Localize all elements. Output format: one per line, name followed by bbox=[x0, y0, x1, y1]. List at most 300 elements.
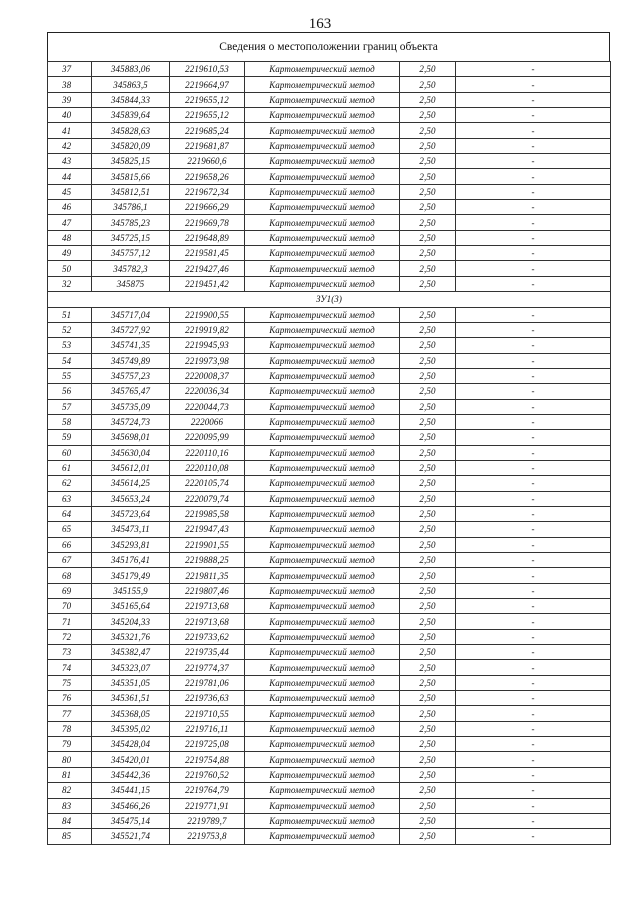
x-coordinate-cell: 345735,09 bbox=[92, 399, 170, 414]
method-cell: Картометрический метод bbox=[245, 829, 400, 844]
description-cell: - bbox=[456, 261, 611, 276]
description-cell: - bbox=[456, 307, 611, 322]
accuracy-cell: 2,50 bbox=[400, 629, 456, 644]
description-cell: - bbox=[456, 675, 611, 690]
method-cell: Картометрический метод bbox=[245, 154, 400, 169]
point-number-cell: 68 bbox=[48, 568, 92, 583]
accuracy-cell: 2,50 bbox=[400, 399, 456, 414]
accuracy-cell: 2,50 bbox=[400, 783, 456, 798]
method-cell: Картометрический метод bbox=[245, 553, 400, 568]
point-number-cell: 70 bbox=[48, 599, 92, 614]
accuracy-cell: 2,50 bbox=[400, 353, 456, 368]
point-number-cell: 77 bbox=[48, 706, 92, 721]
table-row bbox=[48, 261, 611, 276]
method-cell: Картометрический метод bbox=[245, 108, 400, 123]
table-row bbox=[48, 675, 611, 690]
x-coordinate-cell: 345614,25 bbox=[92, 476, 170, 491]
description-cell: - bbox=[456, 138, 611, 153]
description-cell: - bbox=[456, 353, 611, 368]
table-row bbox=[48, 169, 611, 184]
description-cell: - bbox=[456, 553, 611, 568]
accuracy-cell: 2,50 bbox=[400, 798, 456, 813]
accuracy-cell: 2,50 bbox=[400, 368, 456, 383]
point-number-cell: 69 bbox=[48, 583, 92, 598]
description-cell: - bbox=[456, 599, 611, 614]
point-number-cell: 56 bbox=[48, 384, 92, 399]
method-cell: Картометрический метод bbox=[245, 691, 400, 706]
accuracy-cell: 2,50 bbox=[400, 108, 456, 123]
description-cell: - bbox=[456, 215, 611, 230]
coordinates-sheet bbox=[47, 32, 610, 845]
accuracy-cell: 2,50 bbox=[400, 599, 456, 614]
y-coordinate-cell: 2220079,74 bbox=[170, 491, 245, 506]
x-coordinate-cell: 345442,36 bbox=[92, 767, 170, 782]
accuracy-cell: 2,50 bbox=[400, 200, 456, 215]
x-coordinate-cell: 345825,15 bbox=[92, 154, 170, 169]
point-number-cell: 83 bbox=[48, 798, 92, 813]
x-coordinate-cell: 345466,26 bbox=[92, 798, 170, 813]
table-row bbox=[48, 599, 611, 614]
accuracy-cell: 2,50 bbox=[400, 675, 456, 690]
x-coordinate-cell: 345165,64 bbox=[92, 599, 170, 614]
y-coordinate-cell: 2219753,8 bbox=[170, 829, 245, 844]
table-row bbox=[48, 77, 611, 92]
y-coordinate-cell: 2219811,35 bbox=[170, 568, 245, 583]
point-number-cell: 55 bbox=[48, 368, 92, 383]
x-coordinate-cell: 345612,01 bbox=[92, 460, 170, 475]
point-number-cell: 43 bbox=[48, 154, 92, 169]
method-cell: Картометрический метод bbox=[245, 384, 400, 399]
y-coordinate-cell: 2219789,7 bbox=[170, 813, 245, 828]
y-coordinate-cell: 2220110,16 bbox=[170, 445, 245, 460]
table-row bbox=[48, 706, 611, 721]
x-coordinate-cell: 345725,15 bbox=[92, 230, 170, 245]
description-cell: - bbox=[456, 368, 611, 383]
y-coordinate-cell: 2219888,25 bbox=[170, 553, 245, 568]
y-coordinate-cell: 2219716,11 bbox=[170, 721, 245, 736]
point-number-cell: 71 bbox=[48, 614, 92, 629]
y-coordinate-cell: 2219666,29 bbox=[170, 200, 245, 215]
table-row bbox=[48, 752, 611, 767]
accuracy-cell: 2,50 bbox=[400, 430, 456, 445]
description-cell: - bbox=[456, 476, 611, 491]
point-number-cell: 74 bbox=[48, 660, 92, 675]
table-row bbox=[48, 568, 611, 583]
method-cell: Картометрический метод bbox=[245, 230, 400, 245]
accuracy-cell: 2,50 bbox=[400, 414, 456, 429]
point-number-cell: 50 bbox=[48, 261, 92, 276]
section-row-group bbox=[48, 292, 611, 307]
accuracy-cell: 2,50 bbox=[400, 154, 456, 169]
y-coordinate-cell: 2219685,24 bbox=[170, 123, 245, 138]
table-row bbox=[48, 62, 611, 77]
method-cell: Картометрический метод bbox=[245, 261, 400, 276]
description-cell: - bbox=[456, 752, 611, 767]
table-row bbox=[48, 476, 611, 491]
method-cell: Картометрический метод bbox=[245, 138, 400, 153]
table-row bbox=[48, 276, 611, 291]
point-number-cell: 62 bbox=[48, 476, 92, 491]
y-coordinate-cell: 2219736,63 bbox=[170, 691, 245, 706]
point-number-cell: 78 bbox=[48, 721, 92, 736]
y-coordinate-cell: 2219774,37 bbox=[170, 660, 245, 675]
accuracy-cell: 2,50 bbox=[400, 215, 456, 230]
accuracy-cell: 2,50 bbox=[400, 614, 456, 629]
description-cell: - bbox=[456, 829, 611, 844]
description-cell: - bbox=[456, 660, 611, 675]
y-coordinate-cell: 2219658,26 bbox=[170, 169, 245, 184]
method-cell: Картометрический метод bbox=[245, 414, 400, 429]
x-coordinate-cell: 345395,02 bbox=[92, 721, 170, 736]
x-coordinate-cell: 345698,01 bbox=[92, 430, 170, 445]
point-number-cell: 82 bbox=[48, 783, 92, 798]
table-row bbox=[48, 322, 611, 337]
x-coordinate-cell: 345293,81 bbox=[92, 537, 170, 552]
accuracy-cell: 2,50 bbox=[400, 553, 456, 568]
x-coordinate-cell: 345475,14 bbox=[92, 813, 170, 828]
table-row bbox=[48, 184, 611, 199]
description-cell: - bbox=[456, 506, 611, 521]
accuracy-cell: 2,50 bbox=[400, 476, 456, 491]
accuracy-cell: 2,50 bbox=[400, 813, 456, 828]
y-coordinate-cell: 2219655,12 bbox=[170, 108, 245, 123]
table-row bbox=[48, 767, 611, 782]
point-number-cell: 44 bbox=[48, 169, 92, 184]
method-cell: Картометрический метод bbox=[245, 645, 400, 660]
description-cell: - bbox=[456, 691, 611, 706]
table-row bbox=[48, 721, 611, 736]
accuracy-cell: 2,50 bbox=[400, 645, 456, 660]
table-row bbox=[48, 798, 611, 813]
section-row bbox=[48, 292, 611, 307]
accuracy-cell: 2,50 bbox=[400, 445, 456, 460]
point-number-cell: 81 bbox=[48, 767, 92, 782]
y-coordinate-cell: 2219581,45 bbox=[170, 246, 245, 261]
y-coordinate-cell: 2219733,62 bbox=[170, 629, 245, 644]
method-cell: Картометрический метод bbox=[245, 614, 400, 629]
accuracy-cell: 2,50 bbox=[400, 691, 456, 706]
y-coordinate-cell: 2219664,97 bbox=[170, 77, 245, 92]
x-coordinate-cell: 345757,12 bbox=[92, 246, 170, 261]
y-coordinate-cell: 2219735,44 bbox=[170, 645, 245, 660]
x-coordinate-cell: 345724,73 bbox=[92, 414, 170, 429]
accuracy-cell: 2,50 bbox=[400, 506, 456, 521]
description-cell: - bbox=[456, 813, 611, 828]
method-cell: Картометрический метод bbox=[245, 338, 400, 353]
description-cell: - bbox=[456, 721, 611, 736]
point-number-cell: 47 bbox=[48, 215, 92, 230]
point-number-cell: 76 bbox=[48, 691, 92, 706]
method-cell: Картометрический метод bbox=[245, 200, 400, 215]
method-cell: Картометрический метод bbox=[245, 307, 400, 322]
point-number-cell: 51 bbox=[48, 307, 92, 322]
y-coordinate-cell: 2219945,93 bbox=[170, 338, 245, 353]
x-coordinate-cell: 345653,24 bbox=[92, 491, 170, 506]
y-coordinate-cell: 2219985,58 bbox=[170, 506, 245, 521]
point-number-cell: 54 bbox=[48, 353, 92, 368]
accuracy-cell: 2,50 bbox=[400, 568, 456, 583]
accuracy-cell: 2,50 bbox=[400, 460, 456, 475]
description-cell: - bbox=[456, 92, 611, 107]
x-coordinate-cell: 345839,64 bbox=[92, 108, 170, 123]
method-cell: Картометрический метод bbox=[245, 353, 400, 368]
y-coordinate-cell: 2220105,74 bbox=[170, 476, 245, 491]
x-coordinate-cell: 345176,41 bbox=[92, 553, 170, 568]
y-coordinate-cell: 2219760,52 bbox=[170, 767, 245, 782]
point-number-cell: 75 bbox=[48, 675, 92, 690]
point-number-cell: 63 bbox=[48, 491, 92, 506]
table-row bbox=[48, 629, 611, 644]
point-number-cell: 66 bbox=[48, 537, 92, 552]
x-coordinate-cell: 345785,23 bbox=[92, 215, 170, 230]
x-coordinate-cell: 345875 bbox=[92, 276, 170, 291]
table-row bbox=[48, 399, 611, 414]
y-coordinate-cell: 2220066 bbox=[170, 414, 245, 429]
y-coordinate-cell: 2219672,34 bbox=[170, 184, 245, 199]
point-number-cell: 61 bbox=[48, 460, 92, 475]
accuracy-cell: 2,50 bbox=[400, 123, 456, 138]
method-cell: Картометрический метод bbox=[245, 721, 400, 736]
description-cell: - bbox=[456, 568, 611, 583]
point-number-cell: 65 bbox=[48, 522, 92, 537]
x-coordinate-cell: 345368,05 bbox=[92, 706, 170, 721]
table-row bbox=[48, 230, 611, 245]
y-coordinate-cell: 2219610,53 bbox=[170, 62, 245, 77]
y-coordinate-cell: 2219901,55 bbox=[170, 537, 245, 552]
y-coordinate-cell: 2219947,43 bbox=[170, 522, 245, 537]
table-row bbox=[48, 384, 611, 399]
y-coordinate-cell: 2219427,46 bbox=[170, 261, 245, 276]
x-coordinate-cell: 345717,04 bbox=[92, 307, 170, 322]
description-cell: - bbox=[456, 583, 611, 598]
table-row bbox=[48, 553, 611, 568]
method-cell: Картометрический метод bbox=[245, 92, 400, 107]
y-coordinate-cell: 2219648,89 bbox=[170, 230, 245, 245]
point-number-cell: 57 bbox=[48, 399, 92, 414]
description-cell: - bbox=[456, 645, 611, 660]
x-coordinate-cell: 345382,47 bbox=[92, 645, 170, 660]
method-cell: Картометрический метод bbox=[245, 568, 400, 583]
point-number-cell: 49 bbox=[48, 246, 92, 261]
accuracy-cell: 2,50 bbox=[400, 184, 456, 199]
method-cell: Картометрический метод bbox=[245, 276, 400, 291]
x-coordinate-cell: 345630,04 bbox=[92, 445, 170, 460]
x-coordinate-cell: 345428,04 bbox=[92, 737, 170, 752]
point-number-cell: 41 bbox=[48, 123, 92, 138]
x-coordinate-cell: 345441,15 bbox=[92, 783, 170, 798]
method-cell: Картометрический метод bbox=[245, 169, 400, 184]
table-row bbox=[48, 138, 611, 153]
x-coordinate-cell: 345812,51 bbox=[92, 184, 170, 199]
accuracy-cell: 2,50 bbox=[400, 230, 456, 245]
y-coordinate-cell: 2219781,06 bbox=[170, 675, 245, 690]
table-row bbox=[48, 92, 611, 107]
accuracy-cell: 2,50 bbox=[400, 169, 456, 184]
description-cell: - bbox=[456, 62, 611, 77]
table-row bbox=[48, 691, 611, 706]
y-coordinate-cell: 2219713,68 bbox=[170, 599, 245, 614]
method-cell: Картометрический метод bbox=[245, 460, 400, 475]
description-cell: - bbox=[456, 445, 611, 460]
accuracy-cell: 2,50 bbox=[400, 706, 456, 721]
point-number-cell: 53 bbox=[48, 338, 92, 353]
method-cell: Картометрический метод bbox=[245, 522, 400, 537]
point-number-cell: 38 bbox=[48, 77, 92, 92]
description-cell: - bbox=[456, 338, 611, 353]
y-coordinate-cell: 2220110,08 bbox=[170, 460, 245, 475]
y-coordinate-cell: 2219710,55 bbox=[170, 706, 245, 721]
description-cell: - bbox=[456, 706, 611, 721]
y-coordinate-cell: 2219900,55 bbox=[170, 307, 245, 322]
y-coordinate-cell: 2219725,08 bbox=[170, 737, 245, 752]
accuracy-cell: 2,50 bbox=[400, 522, 456, 537]
table-row bbox=[48, 813, 611, 828]
method-cell: Картометрический метод bbox=[245, 184, 400, 199]
accuracy-cell: 2,50 bbox=[400, 276, 456, 291]
method-cell: Картометрический метод bbox=[245, 783, 400, 798]
method-cell: Картометрический метод bbox=[245, 506, 400, 521]
description-cell: - bbox=[456, 200, 611, 215]
table-row bbox=[48, 200, 611, 215]
method-cell: Картометрический метод bbox=[245, 752, 400, 767]
accuracy-cell: 2,50 bbox=[400, 537, 456, 552]
x-coordinate-cell: 345757,23 bbox=[92, 368, 170, 383]
y-coordinate-cell: 2219754,88 bbox=[170, 752, 245, 767]
accuracy-cell: 2,50 bbox=[400, 62, 456, 77]
point-number-cell: 46 bbox=[48, 200, 92, 215]
method-cell: Картометрический метод bbox=[245, 767, 400, 782]
table-row bbox=[48, 537, 611, 552]
description-cell: - bbox=[456, 783, 611, 798]
table-row bbox=[48, 338, 611, 353]
method-cell: Картометрический метод bbox=[245, 813, 400, 828]
description-cell: - bbox=[456, 460, 611, 475]
section-label: ЗУ1(3) bbox=[48, 292, 611, 307]
method-cell: Картометрический метод bbox=[245, 537, 400, 552]
x-coordinate-cell: 345351,05 bbox=[92, 675, 170, 690]
description-cell: - bbox=[456, 399, 611, 414]
method-cell: Картометрический метод bbox=[245, 123, 400, 138]
description-cell: - bbox=[456, 537, 611, 552]
table-row bbox=[48, 445, 611, 460]
point-number-cell: 79 bbox=[48, 737, 92, 752]
x-coordinate-cell: 345815,66 bbox=[92, 169, 170, 184]
x-coordinate-cell: 345786,1 bbox=[92, 200, 170, 215]
method-cell: Картометрический метод bbox=[245, 476, 400, 491]
method-cell: Картометрический метод bbox=[245, 491, 400, 506]
y-coordinate-cell: 2219771,91 bbox=[170, 798, 245, 813]
rows-group-a bbox=[48, 62, 611, 292]
method-cell: Картометрический метод bbox=[245, 629, 400, 644]
description-cell: - bbox=[456, 384, 611, 399]
x-coordinate-cell: 345723,64 bbox=[92, 506, 170, 521]
y-coordinate-cell: 2219764,79 bbox=[170, 783, 245, 798]
table-row bbox=[48, 368, 611, 383]
y-coordinate-cell: 2220044,73 bbox=[170, 399, 245, 414]
table-row bbox=[48, 645, 611, 660]
accuracy-cell: 2,50 bbox=[400, 307, 456, 322]
method-cell: Картометрический метод bbox=[245, 399, 400, 414]
description-cell: - bbox=[456, 246, 611, 261]
coordinates-table bbox=[47, 61, 611, 845]
point-number-cell: 80 bbox=[48, 752, 92, 767]
method-cell: Картометрический метод bbox=[245, 675, 400, 690]
method-cell: Картометрический метод bbox=[245, 706, 400, 721]
method-cell: Картометрический метод bbox=[245, 215, 400, 230]
description-cell: - bbox=[456, 522, 611, 537]
point-number-cell: 60 bbox=[48, 445, 92, 460]
x-coordinate-cell: 345883,06 bbox=[92, 62, 170, 77]
y-coordinate-cell: 2219681,87 bbox=[170, 138, 245, 153]
point-number-cell: 37 bbox=[48, 62, 92, 77]
table-row bbox=[48, 460, 611, 475]
table-row bbox=[48, 614, 611, 629]
description-cell: - bbox=[456, 414, 611, 429]
table-row bbox=[48, 154, 611, 169]
accuracy-cell: 2,50 bbox=[400, 737, 456, 752]
accuracy-cell: 2,50 bbox=[400, 92, 456, 107]
description-cell: - bbox=[456, 77, 611, 92]
accuracy-cell: 2,50 bbox=[400, 752, 456, 767]
y-coordinate-cell: 2220095,99 bbox=[170, 430, 245, 445]
x-coordinate-cell: 345828,63 bbox=[92, 123, 170, 138]
table-row bbox=[48, 430, 611, 445]
accuracy-cell: 2,50 bbox=[400, 384, 456, 399]
description-cell: - bbox=[456, 184, 611, 199]
y-coordinate-cell: 2219919,82 bbox=[170, 322, 245, 337]
x-coordinate-cell: 345765,47 bbox=[92, 384, 170, 399]
description-cell: - bbox=[456, 614, 611, 629]
table-row bbox=[48, 522, 611, 537]
method-cell: Картометрический метод bbox=[245, 430, 400, 445]
point-number-cell: 72 bbox=[48, 629, 92, 644]
x-coordinate-cell: 345863,5 bbox=[92, 77, 170, 92]
description-cell: - bbox=[456, 108, 611, 123]
y-coordinate-cell: 2219669,78 bbox=[170, 215, 245, 230]
x-coordinate-cell: 345844,33 bbox=[92, 92, 170, 107]
y-coordinate-cell: 2219451,42 bbox=[170, 276, 245, 291]
table-row bbox=[48, 108, 611, 123]
x-coordinate-cell: 345521,74 bbox=[92, 829, 170, 844]
method-cell: Картометрический метод bbox=[245, 368, 400, 383]
x-coordinate-cell: 345155,9 bbox=[92, 583, 170, 598]
table-title: Сведения о местоположении границ объекта bbox=[47, 32, 610, 61]
accuracy-cell: 2,50 bbox=[400, 261, 456, 276]
method-cell: Картометрический метод bbox=[245, 445, 400, 460]
description-cell: - bbox=[456, 737, 611, 752]
accuracy-cell: 2,50 bbox=[400, 829, 456, 844]
point-number-cell: 84 bbox=[48, 813, 92, 828]
table-row bbox=[48, 307, 611, 322]
table-row bbox=[48, 783, 611, 798]
y-coordinate-cell: 2219660,6 bbox=[170, 154, 245, 169]
point-number-cell: 85 bbox=[48, 829, 92, 844]
point-number-cell: 39 bbox=[48, 92, 92, 107]
point-number-cell: 32 bbox=[48, 276, 92, 291]
method-cell: Картометрический метод bbox=[245, 62, 400, 77]
accuracy-cell: 2,50 bbox=[400, 338, 456, 353]
y-coordinate-cell: 2219713,68 bbox=[170, 614, 245, 629]
accuracy-cell: 2,50 bbox=[400, 721, 456, 736]
description-cell: - bbox=[456, 629, 611, 644]
table-row bbox=[48, 583, 611, 598]
point-number-cell: 52 bbox=[48, 322, 92, 337]
table-row bbox=[48, 353, 611, 368]
table-row bbox=[48, 414, 611, 429]
x-coordinate-cell: 345820,09 bbox=[92, 138, 170, 153]
x-coordinate-cell: 345361,51 bbox=[92, 691, 170, 706]
accuracy-cell: 2,50 bbox=[400, 767, 456, 782]
